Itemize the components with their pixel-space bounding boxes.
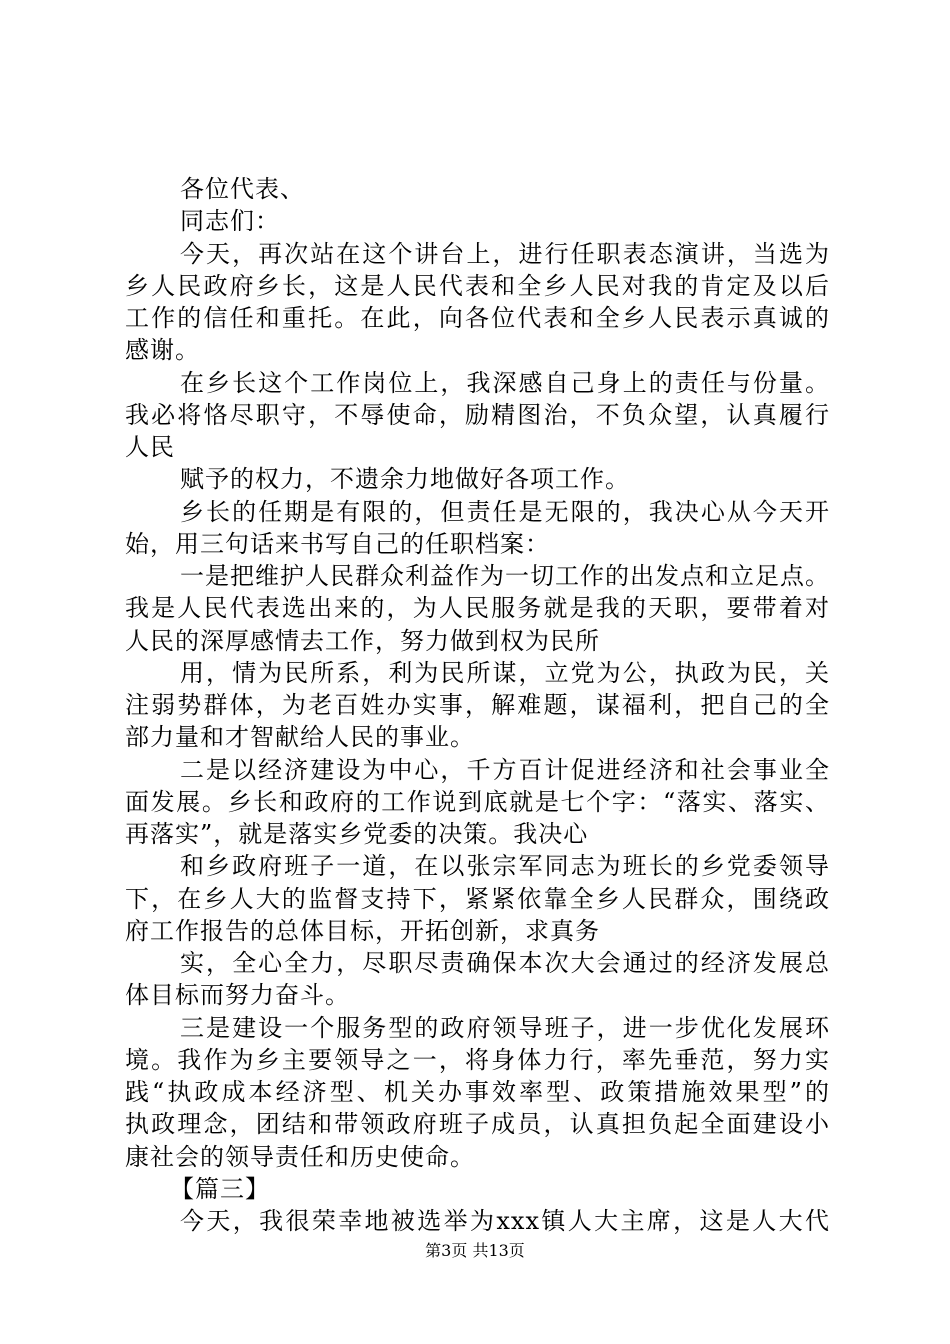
text-line: 各位代表、 [180,175,305,203]
text-line: 今天，我很荣幸地被选举为xxx镇人大主席，这是人大代 [180,1207,830,1235]
text-line: 我是人民代表选出来的，为人民服务就是我的天职，要带着对 [125,594,830,622]
text-line: 同志们： [180,207,280,235]
text-line: 执政理念，团结和带领政府班子成员，认真担负起全面建设小 [125,1110,830,1138]
text-line: 三是建设一个服务型的政府领导班子，进一步优化发展环 [180,1014,830,1042]
text-line: 再落实”，就是落实乡党委的决策。我决心 [125,820,589,848]
text-line: 人民的深厚感情去工作，努力做到权为民所 [125,627,600,655]
text-line: 一是把维护人民群众利益作为一切工作的出发点和立足点。 [180,562,830,590]
text-line: 康社会的领导责任和历史使命。 [125,1143,475,1171]
text-line: 二是以经济建设为中心，千方百计促进经济和社会事业全 [180,756,830,784]
text-line: 乡长的任期是有限的，但责任是无限的，我决心从今天开 [180,498,830,526]
section-heading: 【篇三】 [170,1175,270,1203]
text-line: 感谢。 [125,336,200,364]
text-line: 工作的信任和重托。在此，向各位代表和全乡人民表示真诚的 [125,304,830,332]
text-line: 体目标而努力奋斗。 [125,981,350,1009]
page-footer: 第3页 共13页 [425,1241,525,1260]
text-line: 赋予的权力，不遗余力地做好各项工作。 [180,465,630,493]
text-line: 面发展。乡长和政府的工作说到底就是七个字：“落实、落实、 [125,788,830,816]
text-line: 下，在乡人大的监督支持下，紧紧依靠全乡人民群众，围绕政 [125,885,830,913]
text-line: 用，情为民所系，利为民所谋，立党为公，执政为民，关 [180,659,830,687]
text-line: 注弱势群体，为老百姓办实事，解难题，谋福利，把自己的全 [125,691,830,719]
text-line: 部力量和才智献给人民的事业。 [125,723,475,751]
text-line: 和乡政府班子一道，在以张宗军同志为班长的乡党委领导 [180,852,830,880]
text-line: 今天，再次站在这个讲台上，进行任职表态演讲，当选为 [180,240,830,268]
text-line: 我必将恪尽职守，不辱使命，励精图治，不负众望，认真履行 [125,401,830,429]
text-line: 府工作报告的总体目标，开拓创新，求真务 [125,917,600,945]
text-line: 践“执政成本经济型、机关办事效率型、政策措施效果型”的 [125,1078,830,1106]
text-line: 人民 [125,433,175,461]
text-line: 始，用三句话来书写自己的任职档案： [125,530,550,558]
text-line: 实，全心全力，尽职尽责确保本次大会通过的经济发展总 [180,949,830,977]
text-line: 境。我作为乡主要领导之一，将身体力行，率先垂范，努力实 [125,1046,830,1074]
text-line: 乡人民政府乡长，这是人民代表和全乡人民对我的肯定及以后 [125,272,830,300]
text-line: 在乡长这个工作岗位上，我深感自己身上的责任与份量。 [180,369,830,397]
